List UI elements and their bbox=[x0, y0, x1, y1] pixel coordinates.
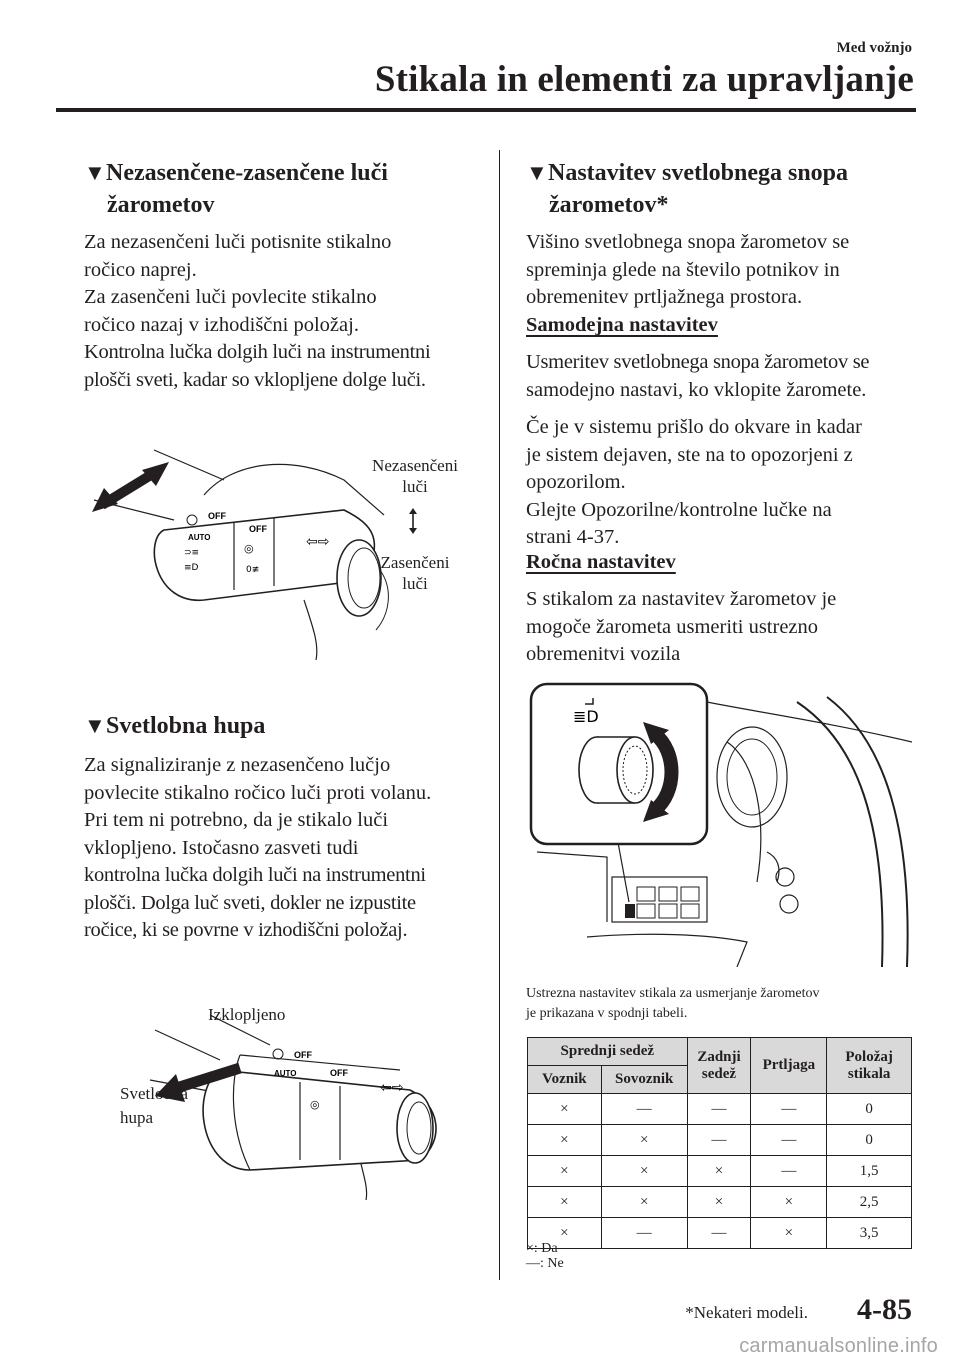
svg-text:OFF: OFF bbox=[330, 1068, 348, 1078]
svg-text:OFF: OFF bbox=[249, 524, 267, 534]
label-low-beam: Zasenčeni luči bbox=[380, 553, 450, 593]
svg-text:OFF: OFF bbox=[294, 1050, 312, 1060]
section-heading-leveling: ▼Nastavitev svetlobnega snopa žarometov* bbox=[526, 157, 848, 221]
header-rear-seat: Zadnji sedež bbox=[687, 1038, 751, 1094]
leveling-positions-table bbox=[527, 1037, 912, 1249]
automatic-text: Usmeritev svetlobnega snopa žarometov se samodejno nastavi, ko vklopite žaromete. bbox=[526, 351, 870, 401]
svg-text:◎: ◎ bbox=[310, 1098, 320, 1111]
footnote-some-models: *Nekateri modeli. bbox=[685, 1303, 808, 1322]
subheading-automatic: Samodejna nastavitev bbox=[526, 314, 718, 336]
leveling-dial-figure bbox=[527, 682, 912, 967]
svg-text:0≢: 0≢ bbox=[246, 565, 260, 575]
table-caption: Ustrezna nastavitev stikala za usmerjanje žarometov je prikazana v spodnji tabeli. bbox=[526, 986, 820, 1021]
subheading-manual: Ročna nastavitev bbox=[526, 551, 676, 573]
label-high-beam: Nezasenčeni luči bbox=[372, 456, 458, 496]
watermark-text: carmanualsonline.info bbox=[739, 1335, 938, 1357]
section-heading-flash: ▼Svetlobna hupa bbox=[84, 710, 265, 742]
label-flash: Svetlobna hupa bbox=[120, 1084, 188, 1127]
header-driver: Voznik bbox=[528, 1066, 602, 1094]
high-low-beam-text: Za nezasenčeni luči potisnite stikalno ročico naprej. Za zasenčeni luči povlecite stikalno ročico nazaj v izhodiščni položaj. Kontrolna lučka dolgih luči na instrumentni plošči sveti, kadar so vklopljene dolge luči. bbox=[84, 231, 431, 391]
triangle-bullet-icon: ▼ bbox=[526, 160, 548, 185]
lever-off-label: OFF bbox=[208, 511, 226, 521]
page-title: Stikala in elementi za upravljanje bbox=[374, 59, 914, 100]
manual-text: S stikalom za nastavitev žarometov je mogoče žarometa usmeriti ustrezno obremenitvi vozila bbox=[526, 588, 837, 665]
section-heading-high-low-beam: ▼Nezasenčene-zasenčene luči žarometov bbox=[84, 157, 388, 221]
malfunction-text: Če je v sistemu prišlo do okvare in kadar je sistem dejaven, ste na to opozorjeni z opozorilom. Glejte Opozorilne/kontrolne lučke na strani 4-37. bbox=[526, 416, 862, 548]
label-off: Izklopljeno bbox=[208, 1005, 286, 1024]
triangle-bullet-icon: ▼ bbox=[84, 713, 106, 738]
leveling-intro-text: Višino svetlobnega snopa žarometov se spreminja glede na število potnikov in obremenitev prtljažnega prostora. bbox=[526, 231, 850, 308]
table-row: × × × — 1,5 bbox=[528, 1156, 912, 1187]
svg-text:AUTO: AUTO bbox=[274, 1069, 297, 1078]
lever-auto-label: AUTO bbox=[188, 533, 211, 542]
svg-text:⇦⇨: ⇦⇨ bbox=[380, 1080, 404, 1096]
fog-light-icon: ◎ bbox=[244, 542, 254, 555]
page-number: 4-85 bbox=[857, 1293, 912, 1326]
table-row: × — — — 0 bbox=[528, 1094, 912, 1125]
header-front-seat: Sprednji sedež bbox=[528, 1038, 688, 1066]
table-row: × × × × 2,5 bbox=[528, 1187, 912, 1218]
table-row: × × — — 0 bbox=[528, 1125, 912, 1156]
turn-signal-arrows-icon: ⇦⇨ bbox=[306, 534, 330, 550]
headlight-icon: ≡D bbox=[184, 563, 199, 573]
header-rule bbox=[56, 108, 916, 112]
flash-text: Za signaliziranje z nezasenčeno lučjo povlecite stikalno ročico luči proti volanu. Pri tem ni potrebno, da je stikalo luči vklopljeno. Istočasno zasveti tudi kontrolna lučka dolgih luči na instrumentni plošči. Dolga luč sveti, dokler ne izpustite ročice, ki se povrne v izhodiščni položaj. bbox=[84, 754, 432, 941]
column-divider bbox=[499, 150, 500, 1280]
table-legend: ×: Da —: Ne bbox=[526, 1241, 564, 1271]
header-passenger: Sovoznik bbox=[601, 1066, 687, 1094]
headlight-leveling-icon: ≣D bbox=[573, 707, 599, 726]
triangle-bullet-icon: ▼ bbox=[84, 160, 106, 185]
header-switch-position: Položaj stikala bbox=[827, 1038, 912, 1094]
running-header-section: Med vožnjo bbox=[836, 40, 912, 56]
parking-light-icon: ⊃≡ bbox=[184, 548, 200, 558]
table-row: × — — × 3,5 bbox=[528, 1218, 912, 1249]
header-luggage: Prtljaga bbox=[751, 1038, 827, 1094]
